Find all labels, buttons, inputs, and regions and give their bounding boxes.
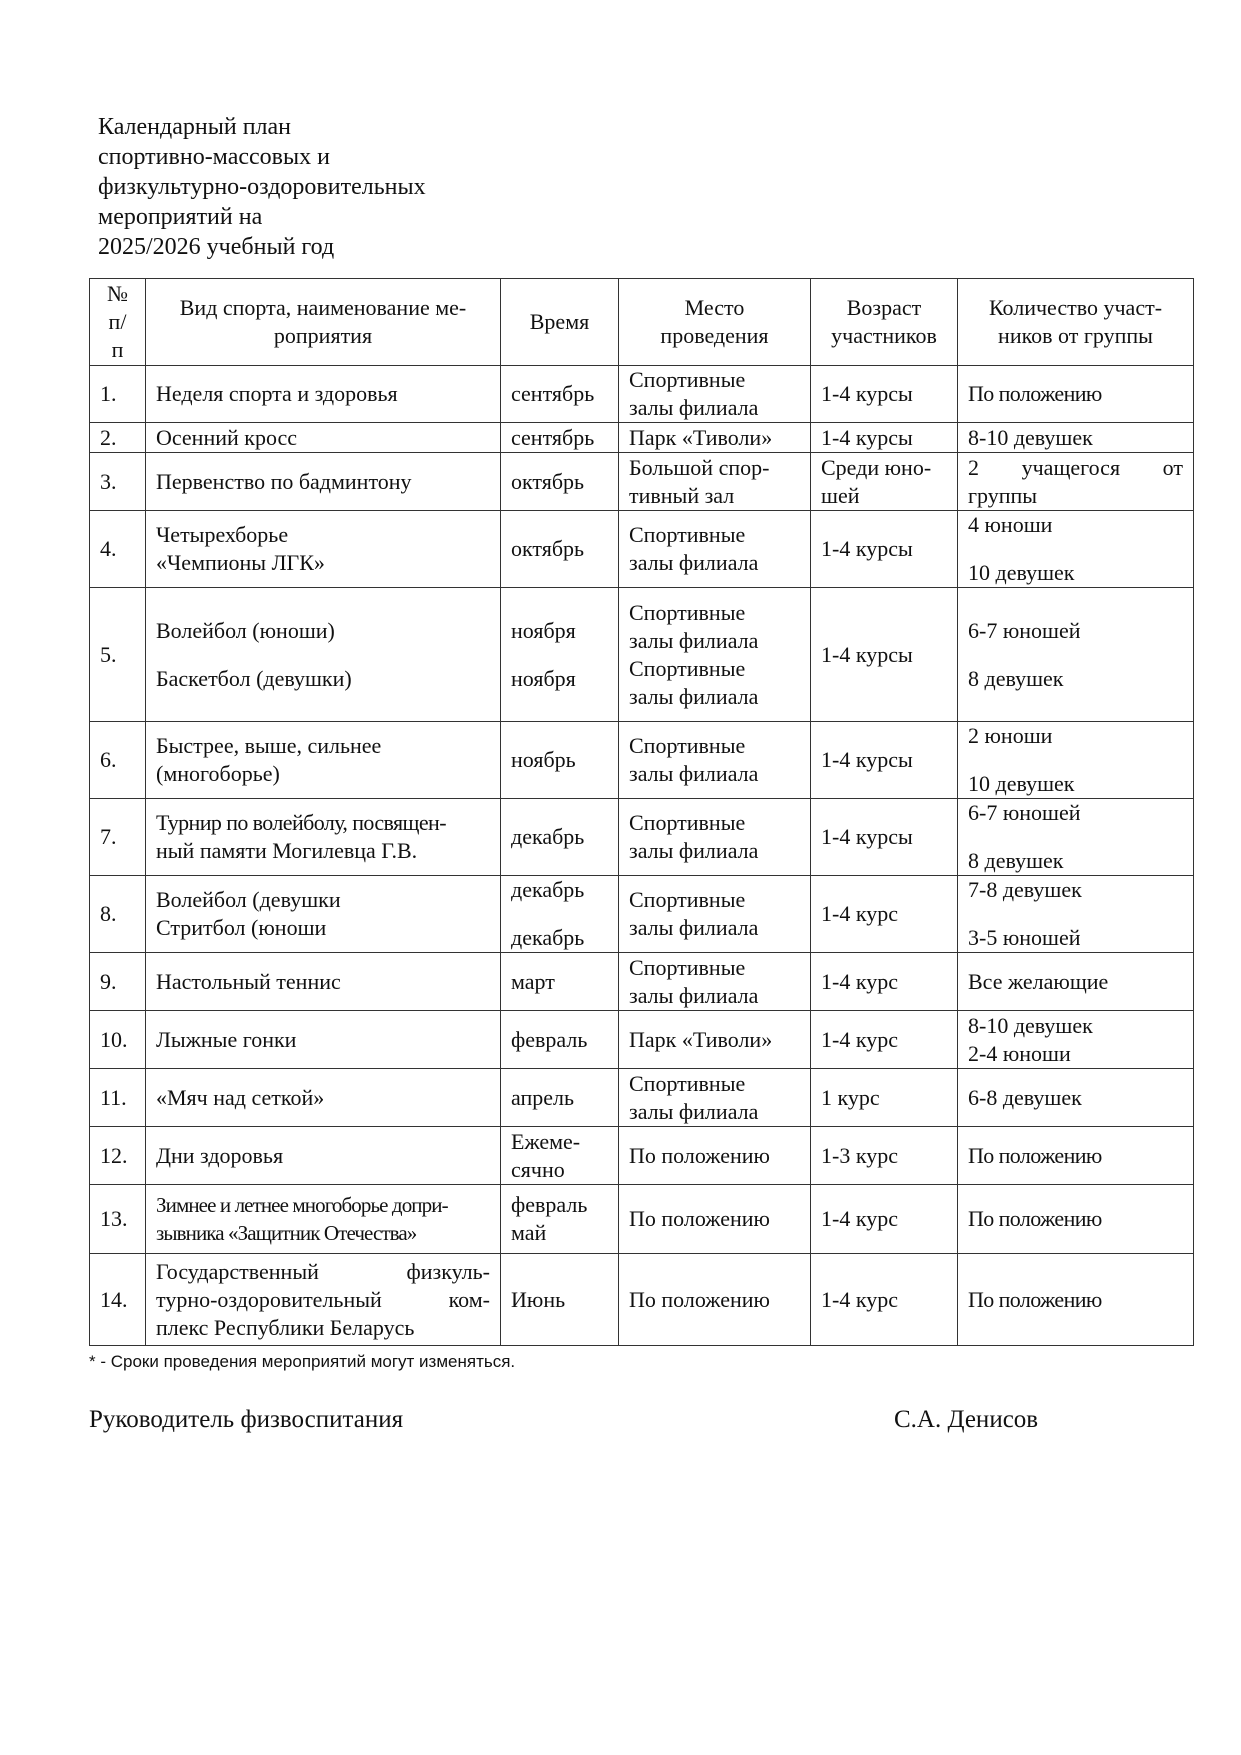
row-num: 6. (90, 722, 146, 799)
row-age: 1-4 курсы (811, 799, 958, 876)
row-num: 13. (90, 1185, 146, 1254)
header-count: Количество участ- ников от группы (958, 279, 1194, 366)
row-age: 1-4 курс (811, 1185, 958, 1254)
row-place: Большой спор- тивный зал (619, 453, 811, 511)
row-event: Настольный теннис (146, 953, 501, 1011)
footnote: * - Сроки проведения мероприятий могут изменяться. (89, 1352, 516, 1371)
row-count: По положению (958, 1127, 1194, 1185)
title-line: физкультурно-оздоровительных (98, 174, 426, 200)
row-time: декабрь декабрь (501, 876, 619, 953)
row-age: 1-4 курс (811, 876, 958, 953)
row-age: 1-4 курсы (811, 722, 958, 799)
row-event: Зимнее и летнее многоборье допри- зывника «Защитник Отечества» (146, 1185, 501, 1254)
table-row (90, 1185, 1194, 1254)
row-event: Первенство по бадминтону (146, 453, 501, 511)
header-time: Время (501, 279, 619, 366)
table-row (90, 366, 1194, 423)
row-time: февраль май (501, 1185, 619, 1254)
row-count: 6-7 юношей 8 девушек (958, 799, 1194, 876)
row-age: 1-3 курс (811, 1127, 958, 1185)
row-event: «Мяч над сеткой» (146, 1069, 501, 1127)
row-place: Парк «Тиволи» (619, 423, 811, 453)
row-event: Дни здоровья (146, 1127, 501, 1185)
table-row (90, 1069, 1194, 1127)
row-count: По положению (958, 366, 1194, 423)
row-place: Спортивные залы филиала (619, 876, 811, 953)
row-event: Четырехборье «Чемпионы ЛГК» (146, 511, 501, 588)
title-line: спортивно-массовых и (98, 144, 330, 170)
row-time: декабрь (501, 799, 619, 876)
row-age: 1-4 курсы (811, 588, 958, 722)
row-num: 1. (90, 366, 146, 423)
row-count: 4 юноши 10 девушек (958, 511, 1194, 588)
row-place: Парк «Тиволи» (619, 1011, 811, 1069)
row-event: Турнир по волейболу, посвящен- ный памяти Могилевца Г.В. (146, 799, 501, 876)
header-num: № п/ п (90, 279, 146, 366)
row-count: 2 учащегося от группы (958, 453, 1194, 511)
row-time: февраль (501, 1011, 619, 1069)
row-count: По положению (958, 1254, 1194, 1346)
row-place: Спортивные залы филиала (619, 366, 811, 423)
row-event: Волейбол (девушки Стритбол (юноши (146, 876, 501, 953)
table-row (90, 722, 1194, 799)
row-place: Спортивные залы филиала (619, 953, 811, 1011)
table-row (90, 588, 1194, 722)
row-place: Спортивные залы филиала (619, 1069, 811, 1127)
row-time: октябрь (501, 511, 619, 588)
row-place: По положению (619, 1254, 811, 1346)
table-row (90, 799, 1194, 876)
table-row (90, 1127, 1194, 1185)
row-place: Спортивные залы филиала Спортивные залы филиала (619, 588, 811, 722)
row-time: Ежеме- сячно (501, 1127, 619, 1185)
row-time: Июнь (501, 1254, 619, 1346)
row-event: Быстрее, выше, сильнее (многоборье) (146, 722, 501, 799)
title-line: Календарный план (98, 114, 292, 140)
row-count: 2 юноши 10 девушек (958, 722, 1194, 799)
row-place: Спортивные залы филиала (619, 511, 811, 588)
row-place: По положению (619, 1185, 811, 1254)
row-time: сентябрь (501, 366, 619, 423)
row-time: ноябрь (501, 722, 619, 799)
row-num: 12. (90, 1127, 146, 1185)
table-header-row (90, 279, 1194, 366)
document-title (98, 112, 598, 262)
header-age: Возраст участников (811, 279, 958, 366)
row-count: 7-8 девушек 3-5 юношей (958, 876, 1194, 953)
row-num: 10. (90, 1011, 146, 1069)
row-age: 1-4 курс (811, 1254, 958, 1346)
row-count: 6-7 юношей 8 девушек (958, 588, 1194, 722)
row-count: 6-8 девушек (958, 1069, 1194, 1127)
row-num: 3. (90, 453, 146, 511)
row-event: Неделя спорта и здоровья (146, 366, 501, 423)
events-table (89, 278, 1194, 1346)
row-time: март (501, 953, 619, 1011)
row-age: 1-4 курсы (811, 511, 958, 588)
row-num: 7. (90, 799, 146, 876)
table-row (90, 511, 1194, 588)
row-age: 1-4 курс (811, 953, 958, 1011)
header-event: Вид спорта, наименование ме- роприятия (146, 279, 501, 366)
signature-name: С.А. Денисов (894, 1406, 1039, 1433)
row-age: 1-4 курсы (811, 423, 958, 453)
row-count: По положению (958, 1185, 1194, 1254)
table-row (90, 1254, 1194, 1346)
table-row (90, 423, 1194, 453)
table-row (90, 876, 1194, 953)
row-num: 8. (90, 876, 146, 953)
row-num: 4. (90, 511, 146, 588)
row-time: октябрь (501, 453, 619, 511)
row-event: Государственный физкуль- турно-оздоровительный ком- плекс Республики Беларусь (146, 1254, 501, 1346)
signature-role: Руководитель физвоспитания (89, 1406, 404, 1433)
row-num: 9. (90, 953, 146, 1011)
row-age: 1-4 курсы (811, 366, 958, 423)
row-event: Осенний кросс (146, 423, 501, 453)
row-age: 1 курс (811, 1069, 958, 1127)
row-time: апрель (501, 1069, 619, 1127)
row-num: 14. (90, 1254, 146, 1346)
row-place: По положению (619, 1127, 811, 1185)
table-row (90, 953, 1194, 1011)
row-age: 1-4 курс (811, 1011, 958, 1069)
row-num: 2. (90, 423, 146, 453)
row-count: Все желающие (958, 953, 1194, 1011)
row-place: Спортивные залы филиала (619, 799, 811, 876)
row-place: Спортивные залы филиала (619, 722, 811, 799)
row-num: 11. (90, 1069, 146, 1127)
row-num: 5. (90, 588, 146, 722)
row-age: Среди юно- шей (811, 453, 958, 511)
row-event: Волейбол (юноши) Баскетбол (девушки) (146, 588, 501, 722)
row-count: 8-10 девушек (958, 423, 1194, 453)
title-line: 2025/2026 учебный год (98, 234, 335, 260)
row-time: сентябрь (501, 423, 619, 453)
row-event: Лыжные гонки (146, 1011, 501, 1069)
table-row (90, 453, 1194, 511)
row-time: ноября ноября (501, 588, 619, 722)
table-row (90, 1011, 1194, 1069)
title-line: мероприятий на (98, 204, 263, 230)
row-count: 8-10 девушек 2-4 юноши (958, 1011, 1194, 1069)
header-place: Место проведения (619, 279, 811, 366)
